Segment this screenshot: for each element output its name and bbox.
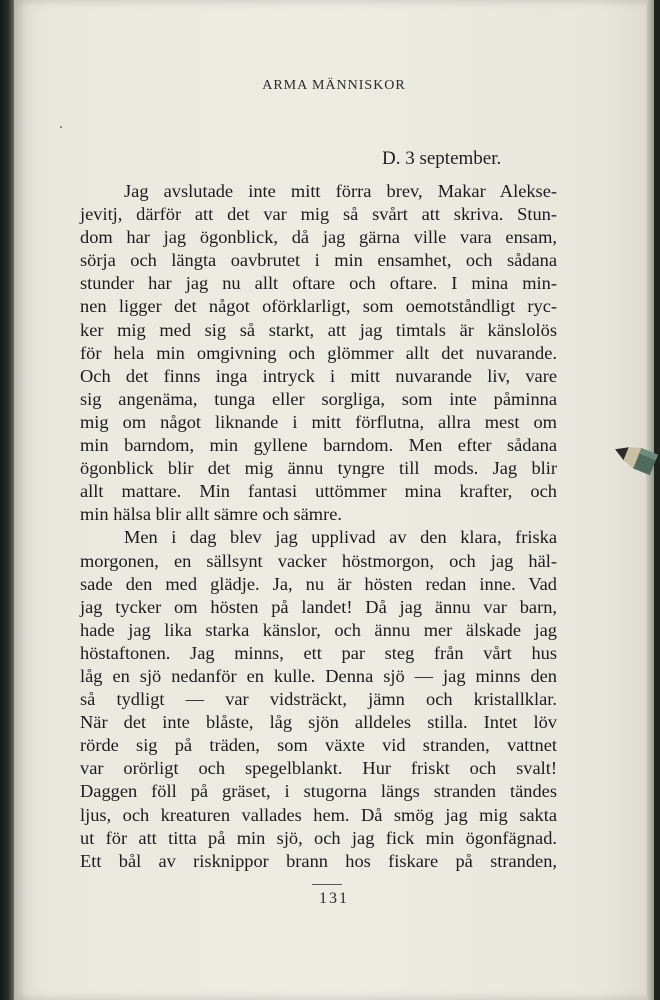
- text-line: morgonen, en sällsynt vacker höstmorgon, och jag häl-: [80, 550, 557, 571]
- text-line: min barndom, min gyllene barndom. Men efter sådana: [80, 435, 557, 456]
- text-line: stunder har jag nu allt oftare och oftare. I mina min-: [80, 273, 557, 294]
- text-line: Ett bål av risknippor brann hos fiskare på stranden,: [80, 850, 557, 871]
- running-head: ARMA MÄNNISKOR: [262, 78, 406, 93]
- text-line: jevitj, därför att det var mig så svårt att skriva. Stun-: [80, 204, 557, 225]
- text-line: Och det finns inga intryck i mitt nuvarande liv, vare: [80, 365, 557, 386]
- paper-speck: [60, 126, 62, 128]
- text-line: sade den med glädje. Ja, nu är hösten redan inne. Vad: [80, 573, 557, 594]
- text-line: sig angenäma, tunga eller sorgliga, som inte påminna: [80, 388, 557, 409]
- page-edge: [646, 0, 654, 1000]
- letter-date: D. 3 september.: [382, 148, 502, 169]
- text-line: ögonblick blir det mig ännu tyngre till mods. Jag blir: [80, 458, 557, 479]
- text-line: ljus, och kreaturen vallades hem. Då smög jag mig sakta: [80, 804, 557, 825]
- text-line: ker mig med sig så starkt, att jag timtals är känslolös: [80, 319, 557, 340]
- text-line: höstaftonen. Jag minns, ett par steg från vårt hus: [80, 642, 557, 663]
- text-line: ut för att titta på min sjö, och jag fick min ögonfägnad.: [80, 827, 557, 848]
- paragraph-1: [80, 180, 557, 526]
- page-paper: [14, 0, 654, 1000]
- text-line: var orörligt och spegelblankt. Hur friskt och svalt!: [80, 758, 557, 779]
- text-line: allt mattare. Min fantasi uttömmer mina krafter, och: [80, 481, 557, 502]
- text-line: sörja och längta oavbrutet i min ensamhet, och sådana: [80, 250, 557, 271]
- text-line: rörde sig på träden, som växte vid stranden, vattnet: [80, 735, 557, 756]
- folio-rule: [312, 884, 342, 885]
- text-line: Men i dag blev jag upplivad av den klara, friska: [124, 527, 557, 548]
- text-line: min hälsa blir allt sämre och sämre.: [80, 504, 342, 525]
- text-line: låg en sjö nedanför en kulle. Denna sjö — jag minns den: [80, 665, 557, 686]
- text-line: Daggen föll på gräset, i stugorna längs stranden tändes: [80, 781, 557, 802]
- text-line: så tydligt — var vidsträckt, jämn och kristallklar.: [80, 689, 557, 710]
- page-number: 131: [319, 890, 349, 907]
- paragraph-2: [80, 526, 557, 872]
- text-line: dom har jag ögonblick, då jag gärna ville vara ensam,: [80, 227, 557, 248]
- text-line: jag tycker om hösten på landet! Då jag ännu var barn,: [80, 596, 557, 617]
- text-line: Jag avslutade inte mitt förra brev, Makar Alekse-: [124, 181, 557, 201]
- text-line: hade jag lika starka känslor, och ännu mer älskade jag: [80, 619, 557, 640]
- text-line: för hela min omgivning och glömmer allt det nuvarande.: [80, 342, 557, 363]
- text-line: mig om något liknande i mitt förflutna, allra mest om: [80, 411, 557, 432]
- book-spine: [0, 0, 14, 1000]
- body-text: [80, 180, 557, 873]
- text-line: När det inte blåste, låg sjön alldeles stilla. Intet löv: [80, 712, 557, 733]
- text-line: nen ligger det något oförklarligt, som oemotståndligt ryc-: [80, 296, 557, 317]
